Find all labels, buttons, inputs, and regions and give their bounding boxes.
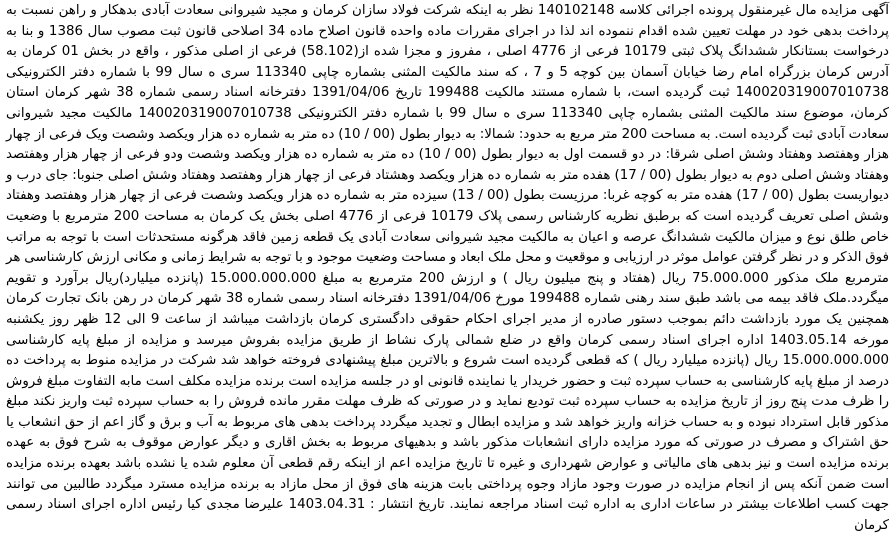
auction-notice-text: آگهی مزایده مال غیرمنقول پرونده اجرائی کلاسه 140102148 نظر به اینکه شرکت فولاد سازان کرمان و مجید شیروانی سعادت آبادی بدهکار و راهن نسبت به پرداخت بدهی خود در مهلت تعیین شده اقدام ننموده اند لذا در اجرای مقررات ماده واحده قانون اصلاح ماده 34 اصلاحی قانون ثبت مصوب سال 1386 و بنا به درخواست بستانکار ششدانگ پلاک ثبتی 10179 فرعی از 4776 اصلی ، مفروز و مجزا شده از(58.102) فرعی از اصلی مذکور ، واقع در بخش 01 کرمان به آدرس کرمان بزرگراه امام رضا خیابان آسمان بین کوچه 5 و 7 ، که سند مالکیت المثنی بشماره چاپی 113340 سری ه سال 99 با شماره دفتر الکترونیکی 140020319007010738 ثبت گردیده است، با شماره مستند مالکیت 199488 تاریخ 1391/04/06 دفترخانه اسناد رسمی شماره 38 شهر کرمان استان کرمان، موضوع سند مالکیت المثنی بشماره چاپی 113340 سری ه سال 99 با شماره دفتر الکترونیکی 140020319007010738 مالکیت مجید شیروانی سعادت آبادی ثبت گردیده است. به مساحت 200 متر مربع به حدود: شمالا: به دیوار بطول (00 / 10) ده متر به شماره ده هزار ویکصد وشصت ویک فرعی از چهار هزار وهفتصد وهفتاد وشش اصلی شرقا: در دو قسمت اول به دیوار بطول (00 / 10) ده متر به شماره ده هزار ویکصد وشصت ودو فرعی از چهار هزار وهفتصد وهفتاد وشش اصلی دوم به دیوار بطول (00 / 17) هفده متر به شماره ده هزار ویکصد وهشتاد فرعی از چهار هزار وهفتصد وهفتاد وشش اصلی جنوبا: جای درب و دیواریست بطول (00 / 17) هفده متر به کوچه غربا: مرزیست بطول (00 / 13) سیزده متر به شماره ده هزار ویکصد وشصت فرعی از چهار هزار وهفتصد وهفتاد وشش اصلی تعریف گردیده است که برطبق نظریه کارشناس رسمی پلاک 10179 فرعی از 4776 اصلی بخش یک کرمان به مساحت 200 مترمربع با وضعیت خاص طلق نوع و میزان مالکیت ششدانگ عرصه و اعیان به مالکیت مجید شیروانی سعادت آبادی یک قطعه زمین فاقد هرگونه مستحدثات است با توجه به مراتب فوق الذکر و در نظر گرفتن عوامل موثر در ارزیابی و موقعیت و محل ملک ابعاد و مساحت وضعیت موجود و با توجه به شرایط زمانی و مکانی ارزش کارشناسی هر مترمربع ملک مذکور 75.000.000 ریال (هفتاد و پنج میلیون ریال ) و ارزش 200 مترمربع به مبلغ 15.000.000.000 (پانزده میلیارد)ریال برآورد و تقویم میگردد.ملک فاقد بیمه می باشد طبق سند رهنی شماره 199488 مورخ 1391/04/06 دفترخانه اسناد رسمی شماره 38 شهر کرمان در رهن بانک تجارت کرمان همچنین یک مورد بازداشت دائم بموجب دستور صادره از مدیر اجرای احکام حقوقی دادگستری کرمان بازداشت میباشد از ساعت 9 الی 12 ظهر روز یکشنبه مورخه 1403.05.14 اداره اجرای اسناد رسمی کرمان واقع در ضلع شمالی پارک نشاط از طریق مزایده بفروش میرسد و مزایده از مبلغ پایه کارشناسی 15.000.000.000 ریال (پانزده میلیارد ریال ) که قطعی گردیده است شروع و بالاترین مبلغ پیشنهادی فروخته خواهد شد شرکت در مزایده منوط به پرداخت ده درصد از مبلغ پایه کارشناسی به حساب سپرده ثبت و حضور خریدار یا نماینده قانونی او در جلسه مزایده است برنده مزایده مکلف است مابه التفاوت مبلغ فروش را ظرف مدت پنج روز از تاریخ مزایده به حساب سپرده ثبت تودیع نماید و در صورتی که ظرف مهلت مقرر مانده فروش را به حساب سپرده ثبت واریز نکند مبلغ مذکور قابل استرداد نبوده و به حساب خزانه واریز خواهد شد و مزایده ابطال و تجدید میگردد پرداخت بدهی های مربوط به آب و برق و گاز اعم از حق انشعاب یا حق اشتراک و مصرف در صورتی که مورد مزایده دارای انشعابات مذکور باشد و بدهیهای مربوط به بخش اقاری و دیگر عوارض موقوف به شرح فوق به عهده برنده مزایده است و نیز بدهی های مالیاتی و عوارض شهرداری و غیره تا تاریخ مزایده اعم از اینکه رقم قطعی آن معلوم شده یا نشده باشد بعهده برنده مزایده است ضمن آنکه پس از انجام مزایده در صورت وجود مازاد وجوه پرداختی بابت هزینه های فوق از محل مازاد به برنده مزایده مسترد میگردد طالبین می توانند جهت کسب اطلاعات بیشتر در ساعات اداری به اداره ثبت اسناد مراجعه نمایند. تاریخ انتشار : 1403.04.31 علیرضا مجدی کیا رئیس اداره اجرای اسناد رسمی کرمان: [6, 3, 890, 533]
